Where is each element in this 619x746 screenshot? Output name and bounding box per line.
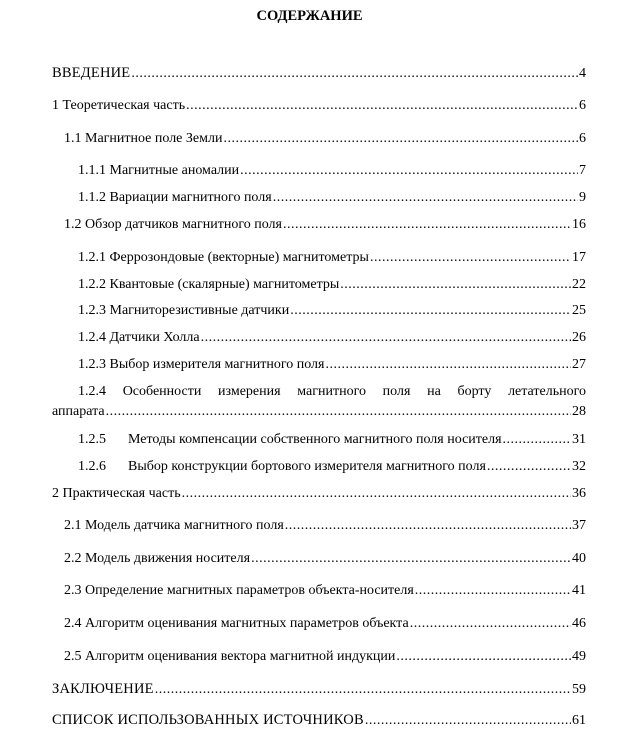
toc-entry-text: 2.2 Модель движения носителя [64, 551, 251, 566]
toc-entry-page: 36 [572, 486, 586, 501]
leader-dots [240, 162, 578, 180]
toc-entry-1-1-1[interactable] [78, 162, 586, 180]
toc-entry-conclusion[interactable] [52, 680, 586, 699]
toc-entry-2-5[interactable] [64, 648, 586, 666]
toc-entry-page: 32 [572, 459, 586, 474]
toc-entry-text-line2: аппарата [52, 404, 105, 419]
toc-entry-page: 4 [579, 66, 586, 81]
leader-dots [365, 712, 571, 730]
toc-entry-text: 1.2.3 Выбор измерителя магнитного поля [78, 357, 325, 372]
toc-entry-text: 1.2.4 Датчики Холла [78, 330, 200, 345]
toc-entry-1-2-4-features[interactable] [52, 383, 586, 421]
toc-entry-page: 46 [572, 616, 586, 631]
toc-entry-text: ЗАКЛЮЧЕНИЕ [52, 681, 154, 697]
leader-dots [131, 65, 578, 83]
leader-dots [396, 648, 571, 666]
toc-entry-text: 2 Практическая часть [52, 486, 181, 501]
leader-dots [285, 517, 571, 535]
toc-entry-1-2-3-choice[interactable] [78, 356, 586, 374]
toc-entry-page: 40 [572, 551, 586, 566]
toc-entry-1-2-5[interactable] [78, 431, 586, 449]
leader-dots [186, 97, 578, 115]
toc-entry-page: 9 [579, 190, 586, 205]
toc-entry-page: 61 [572, 713, 586, 728]
leader-dots [487, 458, 571, 476]
leader-dots [325, 356, 571, 374]
toc-entry-1-2-4[interactable] [78, 329, 586, 347]
leader-dots [410, 615, 571, 633]
toc-entry-2-1[interactable] [64, 517, 586, 535]
toc-title: СОДЕРЖАНИЕ [256, 8, 363, 24]
toc-entry-1-2-1[interactable] [78, 249, 586, 267]
toc-entry-page: 41 [572, 583, 586, 598]
toc-entry-1-2-6[interactable] [78, 458, 586, 476]
toc-entry-1-2[interactable] [64, 216, 586, 234]
leader-dots [415, 582, 571, 600]
toc-entry-1-1[interactable] [64, 130, 586, 148]
toc-entry-page: 16 [572, 217, 586, 232]
leader-dots [340, 276, 571, 294]
toc-entry-page: 59 [572, 682, 586, 697]
toc-entry-text: 2.4 Алгоритм оценивания магнитных параметров объекта [64, 616, 409, 631]
toc-entry-text: 1.2.2 Квантовые (скалярные) магнитометры [78, 277, 340, 292]
toc-entry-text: СПИСОК ИСПОЛЬЗОВАННЫХ ИСТОЧНИКОВ [52, 712, 364, 728]
toc-entry-page: 28 [572, 404, 586, 419]
toc-entry-page: 22 [572, 277, 586, 292]
leader-dots [182, 485, 571, 503]
toc-entry-text-line1: 1.2.4 Особенности измерения магнитного поля на борту летательного [78, 384, 586, 399]
toc-entry-text: 1.2.1 Феррозондовые (векторные) магнитометры [78, 250, 369, 265]
toc-entry-page: 7 [579, 163, 586, 178]
toc-entry-text: 1.1 Магнитное поле Земли [64, 131, 223, 146]
leader-dots [273, 189, 578, 207]
toc-entry-chapter-1[interactable] [52, 97, 586, 115]
toc-entry-text: Выбор конструкции бортового измерителя магнитного поля [128, 459, 486, 474]
leader-dots [370, 249, 571, 267]
toc-entry-text: 1.2 Обзор датчиков магнитного поля [64, 217, 282, 232]
toc-entry-text: ВВЕДЕНИЕ [52, 65, 131, 81]
toc-entry-text: 1.1.2 Вариации магнитного поля [78, 190, 272, 205]
leader-dots [503, 431, 571, 449]
toc-entry-page: 49 [572, 649, 586, 664]
toc-entry-2-3[interactable] [64, 582, 586, 600]
toc-entry-text: 1.1.1 Магнитные аномалии [78, 163, 240, 178]
toc-entry-number: 1.2.6 [78, 459, 106, 474]
toc-entry-references[interactable] [52, 711, 586, 730]
toc-entry-text: 2.1 Модель датчика магнитного поля [64, 518, 284, 533]
toc-entry-page: 6 [579, 131, 586, 146]
leader-dots [290, 302, 571, 320]
toc-entry-text: 1.2.3 Магниторезистивные датчики [78, 303, 290, 318]
leader-dots [201, 329, 571, 347]
toc-entry-text: 2.3 Определение магнитных параметров объекта-носителя [64, 583, 414, 598]
toc-entry-text: 2.5 Алгоритм оценивания вектора магнитной индукции [64, 649, 396, 664]
toc-entry-chapter-2[interactable] [52, 485, 586, 503]
leader-dots [251, 550, 571, 568]
leader-dots [106, 403, 571, 421]
toc-entry-number: 1.2.5 [78, 432, 106, 447]
toc-entry-2-2[interactable] [64, 550, 586, 568]
leader-dots [155, 681, 571, 699]
toc-entry-page: 17 [572, 250, 586, 265]
toc-entry-page: 25 [572, 303, 586, 318]
toc-entry-page: 26 [572, 330, 586, 345]
leader-dots [283, 216, 571, 234]
leader-dots [223, 130, 578, 148]
toc-entry-text: 1 Теоретическая часть [52, 98, 186, 113]
toc-entry-2-4[interactable] [64, 615, 586, 633]
toc-entry-1-2-2[interactable] [78, 276, 586, 294]
toc-entry-text: Методы компенсации собственного магнитного поля носителя [128, 432, 502, 447]
toc-entry-1-1-2[interactable] [78, 189, 586, 207]
toc-entry-page: 27 [572, 357, 586, 372]
toc-entry-page: 6 [579, 98, 586, 113]
toc-entry-page: 37 [572, 518, 586, 533]
toc-entry-introduction[interactable] [52, 64, 586, 83]
toc-entry-1-2-3[interactable] [78, 302, 586, 320]
toc-entry-page: 31 [572, 432, 586, 447]
